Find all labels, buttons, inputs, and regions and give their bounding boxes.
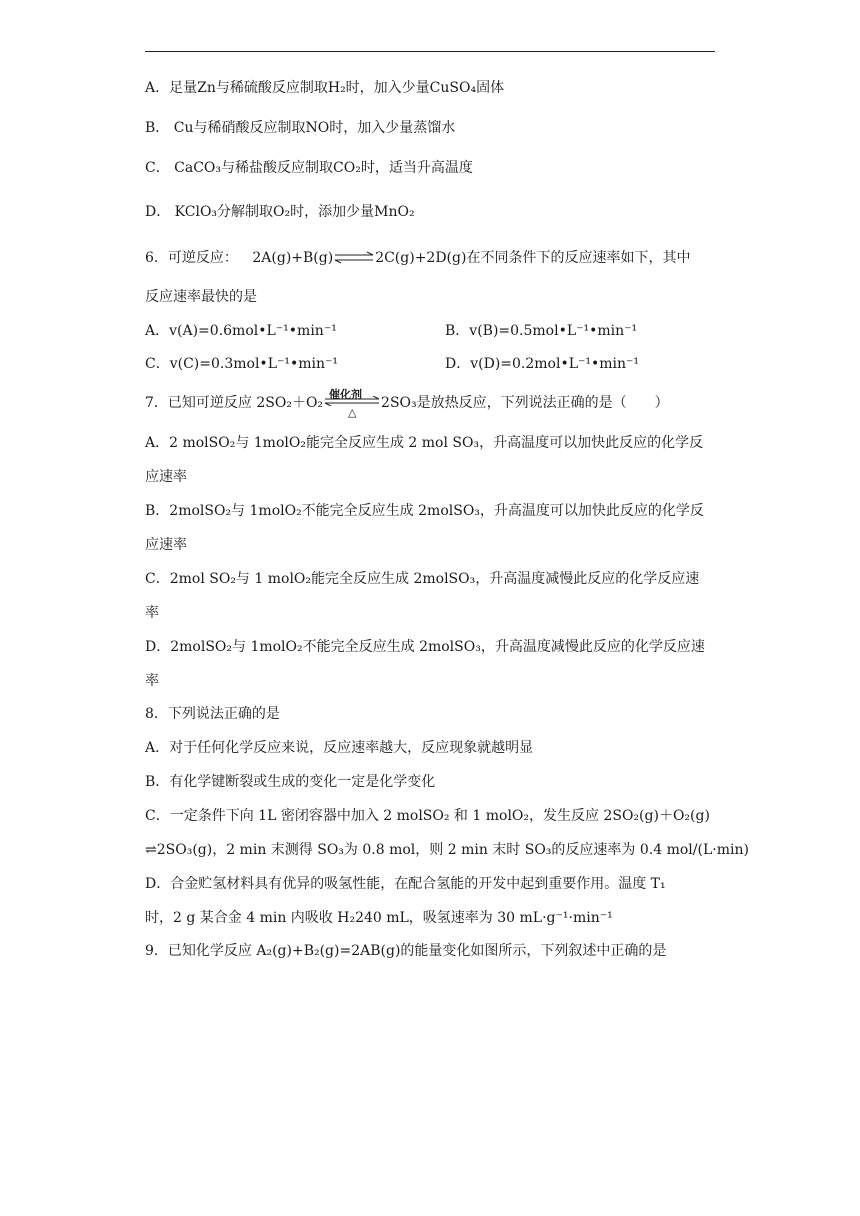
q7-stem-before: 7．已知可逆反应 2SO₂＋O₂ bbox=[145, 395, 324, 411]
q6-stem-before: 6．可逆反应： bbox=[145, 250, 238, 266]
q5-option-b[interactable]: B． Cu与稀硝酸反应制取NO时，加入少量蒸馏水 bbox=[145, 120, 456, 136]
header-rule bbox=[145, 51, 715, 52]
q8-option-a[interactable]: A．对于任何化学反应来说，反应速率越大，反应现象就越明显 bbox=[145, 740, 534, 756]
q5-option-c[interactable]: C． CaCO₃与稀盐酸反应制取CO₂时，适当升高温度 bbox=[145, 160, 473, 176]
q7-option-d-line2: 率 bbox=[145, 673, 159, 689]
q8-stem: 8．下列说法正确的是 bbox=[145, 706, 280, 722]
q6-stem-after: 在不同条件下的反应速率如下，其中 bbox=[466, 250, 691, 266]
equilibrium-arrow-icon bbox=[333, 248, 375, 268]
q8-option-d-line2: 时，2 g 某合金 4 min 内吸收 H₂240 mL，吸氢速率为 30 mL·g⁻¹·min⁻¹ bbox=[145, 910, 613, 926]
q5-option-a[interactable]: A．足量Zn与稀硫酸反应制取H₂时，加入少量CuSO₄固体 bbox=[145, 80, 505, 96]
q6-equation-right: 2C(g)+2D(g) bbox=[375, 250, 467, 266]
q7-stem-after: 2SO₃是放热反应，下列说法正确的是（ ） bbox=[381, 395, 669, 411]
q7-option-d-line1[interactable]: D．2molSO₂与 1molO₂不能完全反应生成 2molSO₃，升高温度减慢此反应的化学反应速 bbox=[145, 639, 705, 655]
catalyst-arrow-icon bbox=[323, 388, 381, 419]
q6-option-c[interactable]: C．v(C)=0.3mol•L⁻¹•min⁻¹ bbox=[145, 356, 339, 372]
q6-option-b[interactable]: B．v(B)=0.5mol•L⁻¹•min⁻¹ bbox=[445, 323, 638, 339]
q7-option-a-line1[interactable]: A．2 molSO₂与 1molO₂能完全反应生成 2 mol SO₃，升高温度可以加快此反应的化学反 bbox=[145, 435, 704, 451]
heat-label: △ bbox=[348, 406, 357, 419]
catalyst-label: 催化剂 bbox=[329, 388, 363, 401]
q8-option-c-line2: ⇌2SO₃(g)，2 min 末测得 SO₃为 0.8 mol，则 2 min 末时 SO₃的反应速率为 0.4 mol/(L·min) bbox=[145, 842, 749, 858]
q6-option-a[interactable]: A．v(A)=0.6mol•L⁻¹•min⁻¹ bbox=[145, 323, 337, 339]
q7-stem bbox=[145, 388, 669, 419]
q8-option-c-line1[interactable]: C．一定条件下向 1L 密闭容器中加入 2 molSO₂ 和 1 molO₂，发生反应 2SO₂(g)＋O₂(g) bbox=[145, 808, 710, 824]
q7-option-c-line2: 率 bbox=[145, 605, 159, 621]
q8-option-d-line1[interactable]: D．合金贮氢材料具有优异的吸氢性能，在配合氢能的开发中起到重要作用。温度 T₁ bbox=[145, 876, 666, 892]
q5-option-d[interactable]: D． KClO₃分解制取O₂时，添加少量MnO₂ bbox=[145, 204, 415, 220]
q6-equation-left: 2A(g)+B(g) bbox=[252, 250, 334, 266]
q7-option-b-line2: 应速率 bbox=[145, 537, 187, 553]
q7-option-b-line1[interactable]: B．2molSO₂与 1molO₂不能完全反应生成 2molSO₃，升高温度可以加快此反应的化学反 bbox=[145, 503, 704, 519]
q6-option-d[interactable]: D．v(D)=0.2mol•L⁻¹•min⁻¹ bbox=[445, 356, 640, 372]
q7-option-c-line1[interactable]: C．2mol SO₂与 1 molO₂能完全反应生成 2molSO₃，升高温度减慢此反应的化学反应速 bbox=[145, 571, 700, 587]
q6-stem bbox=[145, 248, 690, 268]
q8-option-b[interactable]: B．有化学键断裂或生成的变化一定是化学变化 bbox=[145, 774, 436, 790]
q7-option-a-line2: 应速率 bbox=[145, 469, 187, 485]
q6-stem-line2: 反应速率最快的是 bbox=[145, 289, 257, 305]
q9-stem: 9．已知化学反应 A₂(g)+B₂(g)=2AB(g)的能量变化如图所示，下列叙述中正确的是 bbox=[145, 943, 667, 959]
